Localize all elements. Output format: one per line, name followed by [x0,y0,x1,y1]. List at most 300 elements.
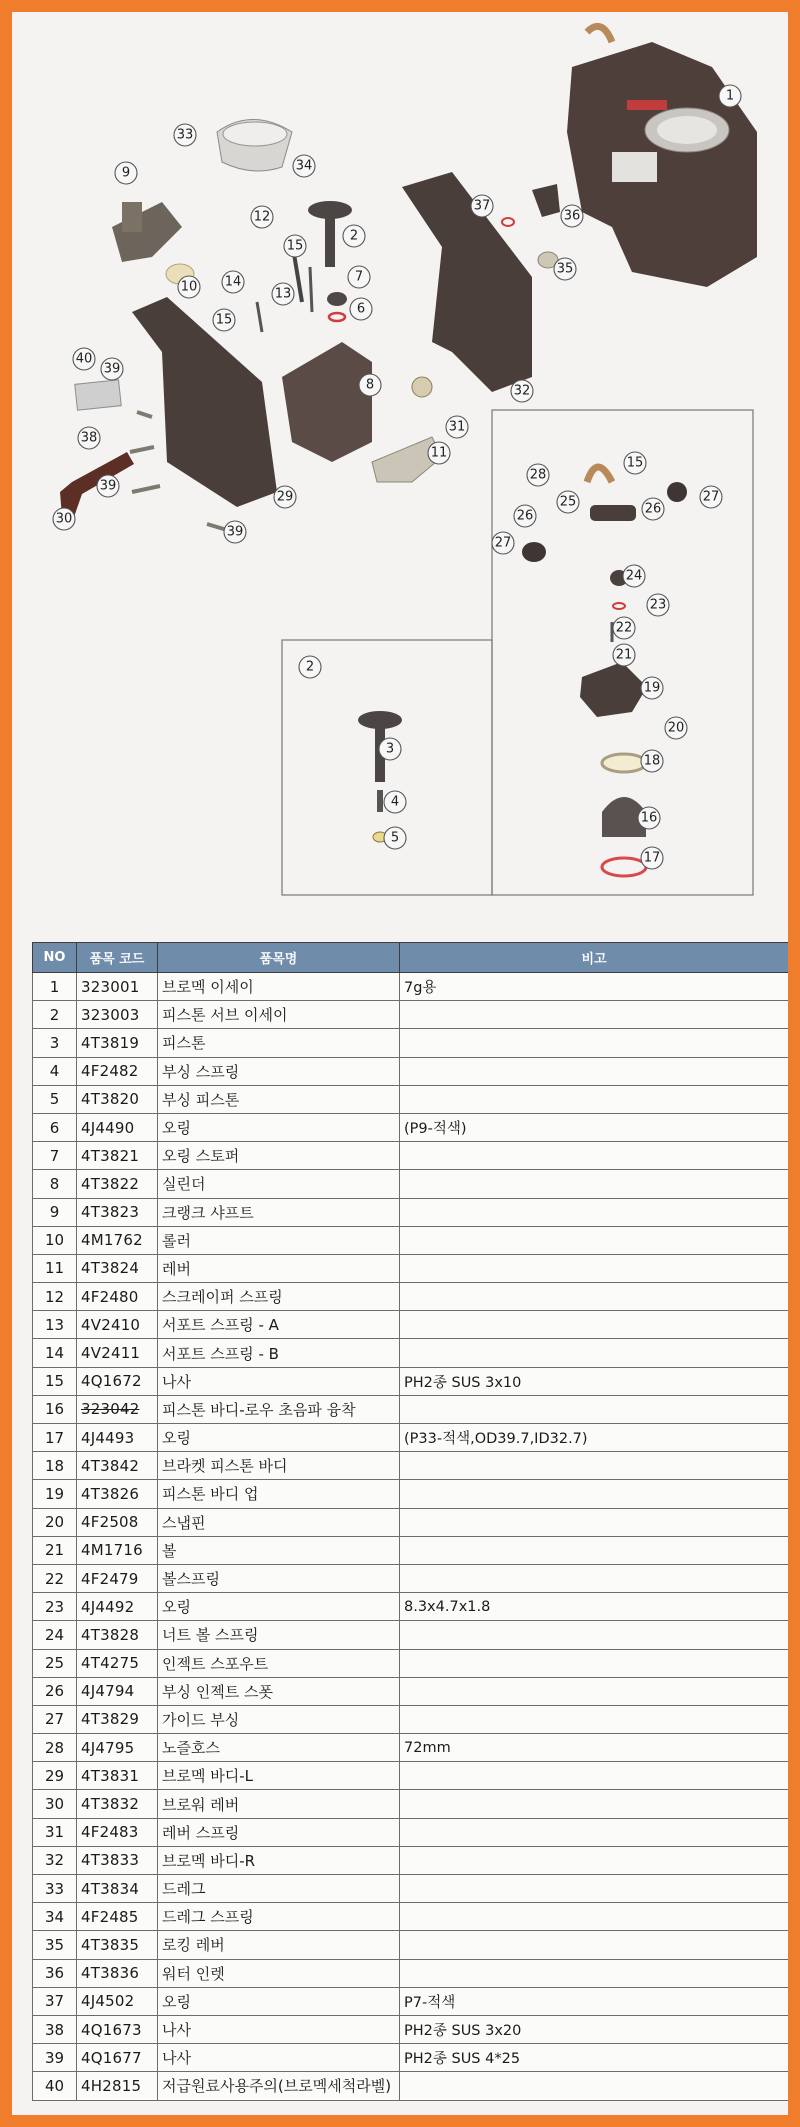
remarks-cell: 8.3x4.7x1.8 [400,1593,789,1621]
item-code-cell: 4T4275 [77,1649,158,1677]
no-cell: 1 [33,973,77,1001]
callout-marker [78,427,100,449]
item-code-cell: 4J4795 [77,1734,158,1762]
remarks-cell [400,1564,789,1592]
item-code-cell: 4Q1673 [77,2015,158,2043]
table-row [33,1762,789,1790]
callout-label: 6 [356,301,366,317]
callout-label: 27 [494,535,512,551]
no-cell: 19 [33,1480,77,1508]
no-cell: 21 [33,1536,77,1564]
callout-label: 39 [99,478,117,494]
oring-p7-part [502,218,514,226]
table-row [33,2072,789,2100]
no-cell: 33 [33,1875,77,1903]
item-code-cell: 4M1716 [77,1536,158,1564]
item-name-cell: 피스톤 바디-로우 초음파 융착 [158,1395,400,1423]
item-name-cell: 저급원료사용주의(브로멕세척라벨) [158,2072,400,2100]
callout-label: 25 [559,494,577,510]
table-row [33,1705,789,1733]
remarks-cell: P7-적색 [400,1987,789,2015]
remarks-cell [400,1536,789,1564]
item-name-cell: 브로멕 바디-R [158,1846,400,1874]
callout-marker [641,750,663,772]
callout-label: 39 [103,361,121,377]
remarks-cell: 7g용 [400,973,789,1001]
item-code-cell: 4T3833 [77,1846,158,1874]
item-code-cell: 4T3834 [77,1875,158,1903]
screw-part [137,412,152,417]
callout-marker [665,717,687,739]
no-cell: 29 [33,1762,77,1790]
item-name-cell: 스냅핀 [158,1508,400,1536]
item-name-cell: 드레그 스프링 [158,1903,400,1931]
callout-label: 16 [640,810,658,826]
item-name-cell: 인젝트 스포우트 [158,1649,400,1677]
remarks-cell [400,1621,789,1649]
item-name-cell: 크랭크 샤프트 [158,1198,400,1226]
item-code-cell: 4T3826 [77,1480,158,1508]
no-cell: 6 [33,1113,77,1141]
item-name-cell: 볼 [158,1536,400,1564]
table-row [33,1254,789,1282]
table-row [33,1846,789,1874]
callout-label: 1 [725,88,735,104]
no-cell: 27 [33,1705,77,1733]
table-row [33,1367,789,1395]
item-name-cell: 오링 [158,1424,400,1452]
item-code-cell: 323001 [77,973,158,1001]
callout-marker [222,271,244,293]
table-row [33,1903,789,1931]
remarks-cell [400,1198,789,1226]
callout-marker [471,195,493,217]
brewer-assembly-part [567,26,757,287]
callout-label: 2 [305,659,315,675]
remarks-cell [400,1085,789,1113]
item-code-cell: 4T3819 [77,1029,158,1057]
item-code-cell: 4J4492 [77,1593,158,1621]
callout-marker [73,348,95,370]
header-no: NO [33,943,77,973]
remarks-cell [400,1029,789,1057]
parts-catalog-page [12,12,788,2115]
no-cell: 39 [33,2044,77,2072]
callout-label: 11 [430,445,448,461]
callout-marker [446,416,468,438]
item-code-cell: 4H2815 [77,2072,158,2100]
callout-label: 20 [667,720,685,736]
inset-frame-piston [282,640,492,895]
no-cell: 22 [33,1564,77,1592]
item-name-cell: 피스톤 [158,1029,400,1057]
table-row [33,2015,789,2043]
remarks-cell: PH2종 SUS 3x10 [400,1367,789,1395]
item-name-cell: 나사 [158,1367,400,1395]
callout-marker [97,475,119,497]
callout-label: 31 [448,419,466,435]
item-name-cell: 볼스프링 [158,1564,400,1592]
inset-piston-body-detail [522,467,687,876]
item-name-cell: 피스톤 서브 이세이 [158,1001,400,1029]
table-row [33,1593,789,1621]
item-name-cell: 서포트 스프링 - B [158,1339,400,1367]
callout-label: 28 [529,467,547,483]
exploded-parts-diagram [12,12,788,912]
item-code-cell: 4T3823 [77,1198,158,1226]
item-code-cell: 323042 [77,1395,158,1423]
table-row [33,1339,789,1367]
no-cell: 40 [33,2072,77,2100]
item-code-cell: 4V2410 [77,1311,158,1339]
item-name-cell: 나사 [158,2015,400,2043]
item-code-cell: 4J4794 [77,1677,158,1705]
item-name-cell: 레버 스프링 [158,1818,400,1846]
no-cell: 30 [33,1790,77,1818]
callout-label: 37 [473,198,491,214]
no-cell: 8 [33,1170,77,1198]
no-cell: 15 [33,1367,77,1395]
table-row [33,1085,789,1113]
callout-label: 38 [80,430,98,446]
callout-marker [224,521,246,543]
remarks-cell: PH2종 SUS 4*25 [400,2044,789,2072]
table-row [33,1621,789,1649]
item-code-cell: 4M1762 [77,1226,158,1254]
callout-label: 2 [349,228,359,244]
callout-marker [343,225,365,247]
callout-marker [561,205,583,227]
item-name-cell: 서포트 스프링 - A [158,1311,400,1339]
item-name-cell: 나사 [158,2044,400,2072]
table-row [33,1536,789,1564]
callout-label: 17 [643,850,661,866]
item-code-cell: 4T3831 [77,1762,158,1790]
callout-marker [272,283,294,305]
table-row [33,1113,789,1141]
callout-marker [554,258,576,280]
item-code-cell: 4T3820 [77,1085,158,1113]
remarks-cell [400,1705,789,1733]
item-code-cell: 4J4493 [77,1424,158,1452]
callout-label: 32 [513,383,531,399]
screw-part [130,447,154,452]
item-code-cell: 4T3829 [77,1705,158,1733]
remarks-cell: (P9-적색) [400,1113,789,1141]
table-row [33,1734,789,1762]
remarks-cell [400,1508,789,1536]
remarks-cell: 72mm [400,1734,789,1762]
table-row [33,1677,789,1705]
callout-label: 4 [390,794,400,810]
no-cell: 2 [33,1001,77,1029]
item-code-cell: 4T3821 [77,1142,158,1170]
no-cell: 38 [33,2015,77,2043]
callout-label: 19 [643,680,661,696]
table-row [33,1226,789,1254]
callout-marker [174,124,196,146]
item-code-cell: 4T3822 [77,1170,158,1198]
item-name-cell: 브로워 레버 [158,1790,400,1818]
table-row [33,1480,789,1508]
callout-marker [348,266,370,288]
callout-marker [527,464,549,486]
remarks-cell [400,1283,789,1311]
table-row [33,1875,789,1903]
callout-marker [623,565,645,587]
no-cell: 5 [33,1085,77,1113]
callout-label: 14 [224,274,242,290]
no-cell: 26 [33,1677,77,1705]
no-cell: 36 [33,1959,77,1987]
callout-marker [428,442,450,464]
no-cell: 13 [33,1311,77,1339]
table-row [33,1564,789,1592]
item-code-cell: 4Q1672 [77,1367,158,1395]
item-name-cell: 브로멕 이세이 [158,973,400,1001]
remarks-cell [400,1480,789,1508]
table-row [33,1424,789,1452]
item-name-cell: 실린더 [158,1170,400,1198]
item-code-cell: 4V2411 [77,1339,158,1367]
callout-label: 40 [75,351,93,367]
item-name-cell: 레버 [158,1254,400,1282]
remarks-cell [400,1649,789,1677]
oring-red-part [329,313,345,321]
callout-marker [492,532,514,554]
callout-marker [641,677,663,699]
header-remarks: 비고 [400,943,789,973]
callout-marker [641,847,663,869]
item-code-cell: 4T3832 [77,1790,158,1818]
callout-marker [379,738,401,760]
callout-label: 33 [176,127,194,143]
item-name-cell: 부싱 스프링 [158,1057,400,1085]
no-cell: 3 [33,1029,77,1057]
callout-label: 3 [385,741,395,757]
callout-marker [642,498,664,520]
callout-label: 12 [253,209,271,225]
remarks-cell [400,1254,789,1282]
callout-label: 13 [274,286,292,302]
callout-marker [299,656,321,678]
callout-marker [178,276,200,298]
callout-label: 8 [365,377,375,393]
callout-label: 35 [556,261,574,277]
callout-marker [638,807,660,829]
no-cell: 24 [33,1621,77,1649]
callout-label: 22 [615,620,633,636]
callout-label: 36 [563,208,581,224]
lever-spring-part [412,377,432,397]
table-row [33,1649,789,1677]
item-code-cell: 4J4502 [77,1987,158,2015]
callout-label: 15 [626,455,644,471]
table-row [33,1001,789,1029]
callout-label: 24 [625,568,643,584]
remarks-cell [400,1931,789,1959]
item-code-cell: 4F2479 [77,1564,158,1592]
no-cell: 10 [33,1226,77,1254]
header-item-name: 품목명 [158,943,400,973]
water-inlet-part [532,184,560,217]
callout-marker [101,358,123,380]
callout-marker [700,486,722,508]
callout-label: 30 [55,511,73,527]
remarks-cell [400,1677,789,1705]
table-row [33,1508,789,1536]
table-row [33,1931,789,1959]
item-name-cell: 스크레이퍼 스프링 [158,1283,400,1311]
table-row [33,973,789,1001]
item-name-cell: 피스톤 바디 업 [158,1480,400,1508]
remarks-cell: PH2종 SUS 3x20 [400,2015,789,2043]
no-cell: 34 [33,1903,77,1931]
remarks-cell [400,1762,789,1790]
callout-label: 9 [121,165,131,181]
callout-label: 10 [180,279,198,295]
item-code-cell: 4T3828 [77,1621,158,1649]
table-row [33,1283,789,1311]
callout-label: 15 [215,312,233,328]
remarks-cell [400,1226,789,1254]
item-name-cell: 가이드 부싱 [158,1705,400,1733]
no-cell: 14 [33,1339,77,1367]
no-cell: 32 [33,1846,77,1874]
callout-marker [719,85,741,107]
screw-part [132,486,160,492]
item-name-cell: 오링 스토퍼 [158,1142,400,1170]
item-name-cell: 너트 볼 스프링 [158,1621,400,1649]
callout-label: 39 [226,524,244,540]
remarks-cell [400,1339,789,1367]
item-name-cell: 로킹 레버 [158,1931,400,1959]
no-cell: 28 [33,1734,77,1762]
table-row [33,1790,789,1818]
callout-marker [557,491,579,513]
table-row [33,1198,789,1226]
item-code-cell: 4F2485 [77,1903,158,1931]
item-code-cell: 4F2483 [77,1818,158,1846]
callout-marker [359,374,381,396]
table-row [33,1395,789,1423]
table-row [33,1818,789,1846]
no-cell: 25 [33,1649,77,1677]
remarks-cell [400,1959,789,1987]
item-code-cell: 4J4490 [77,1113,158,1141]
label-part [75,380,121,410]
remarks-cell [400,1903,789,1931]
callout-marker [293,155,315,177]
callout-marker [350,298,372,320]
callout-marker [251,206,273,228]
item-name-cell: 브라켓 피스톤 바디 [158,1452,400,1480]
oring-stopper-part [327,292,347,306]
callout-marker [514,505,536,527]
parts-list-table [32,942,788,2101]
callout-label: 21 [615,647,633,663]
remarks-cell [400,1818,789,1846]
table-header-row [33,943,789,973]
no-cell: 7 [33,1142,77,1170]
support-spring-a-part [310,267,312,312]
item-name-cell: 브로멕 바디-L [158,1762,400,1790]
callout-marker [115,162,137,184]
no-cell: 18 [33,1452,77,1480]
remarks-cell [400,1170,789,1198]
no-cell: 37 [33,1987,77,2015]
callout-marker [613,617,635,639]
no-cell: 9 [33,1198,77,1226]
no-cell: 4 [33,1057,77,1085]
table-row [33,1987,789,2015]
drag-part [217,120,292,172]
callout-label: 15 [286,238,304,254]
remarks-cell [400,1395,789,1423]
remarks-cell [400,1790,789,1818]
remarks-cell [400,1001,789,1029]
callout-marker [384,791,406,813]
table-row [33,1959,789,1987]
remarks-cell [400,1142,789,1170]
item-code-cell: 4F2480 [77,1283,158,1311]
no-cell: 31 [33,1818,77,1846]
remarks-cell [400,1846,789,1874]
callout-label: 27 [702,489,720,505]
table-row [33,2044,789,2072]
no-cell: 23 [33,1593,77,1621]
no-cell: 35 [33,1931,77,1959]
callout-label: 34 [295,158,313,174]
remarks-cell [400,1057,789,1085]
table-row [33,1452,789,1480]
no-cell: 20 [33,1508,77,1536]
callout-label: 18 [643,753,661,769]
callout-marker [53,508,75,530]
no-cell: 11 [33,1254,77,1282]
inset-piston-detail [358,711,402,842]
callout-label: 26 [516,508,534,524]
remarks-cell [400,1311,789,1339]
item-name-cell: 롤러 [158,1226,400,1254]
table-row [33,1311,789,1339]
callout-label: 23 [649,597,667,613]
item-code-cell: 4T3824 [77,1254,158,1282]
item-code-cell: 4T3842 [77,1452,158,1480]
table-row [33,1029,789,1057]
table-row [33,1142,789,1170]
table-row [33,1170,789,1198]
callout-marker [511,380,533,402]
item-name-cell: 부싱 인젝트 스폿 [158,1677,400,1705]
callout-label: 7 [354,269,364,285]
remarks-cell: (P33-적색,OD39.7,ID32.7) [400,1424,789,1452]
callout-marker [384,827,406,849]
item-name-cell: 드레그 [158,1875,400,1903]
item-name-cell: 부싱 피스톤 [158,1085,400,1113]
item-code-cell: 4F2508 [77,1508,158,1536]
item-name-cell: 오링 [158,1593,400,1621]
callout-marker [613,644,635,666]
callout-label: 26 [644,501,662,517]
support-spring-b-part [257,302,262,332]
item-code-cell: 4Q1677 [77,2044,158,2072]
crank-shaft-part [112,202,182,262]
callout-marker [647,594,669,616]
parts-table-body [33,973,789,2101]
item-code-cell: 4T3836 [77,1959,158,1987]
brewer-body-l-part [132,297,277,507]
